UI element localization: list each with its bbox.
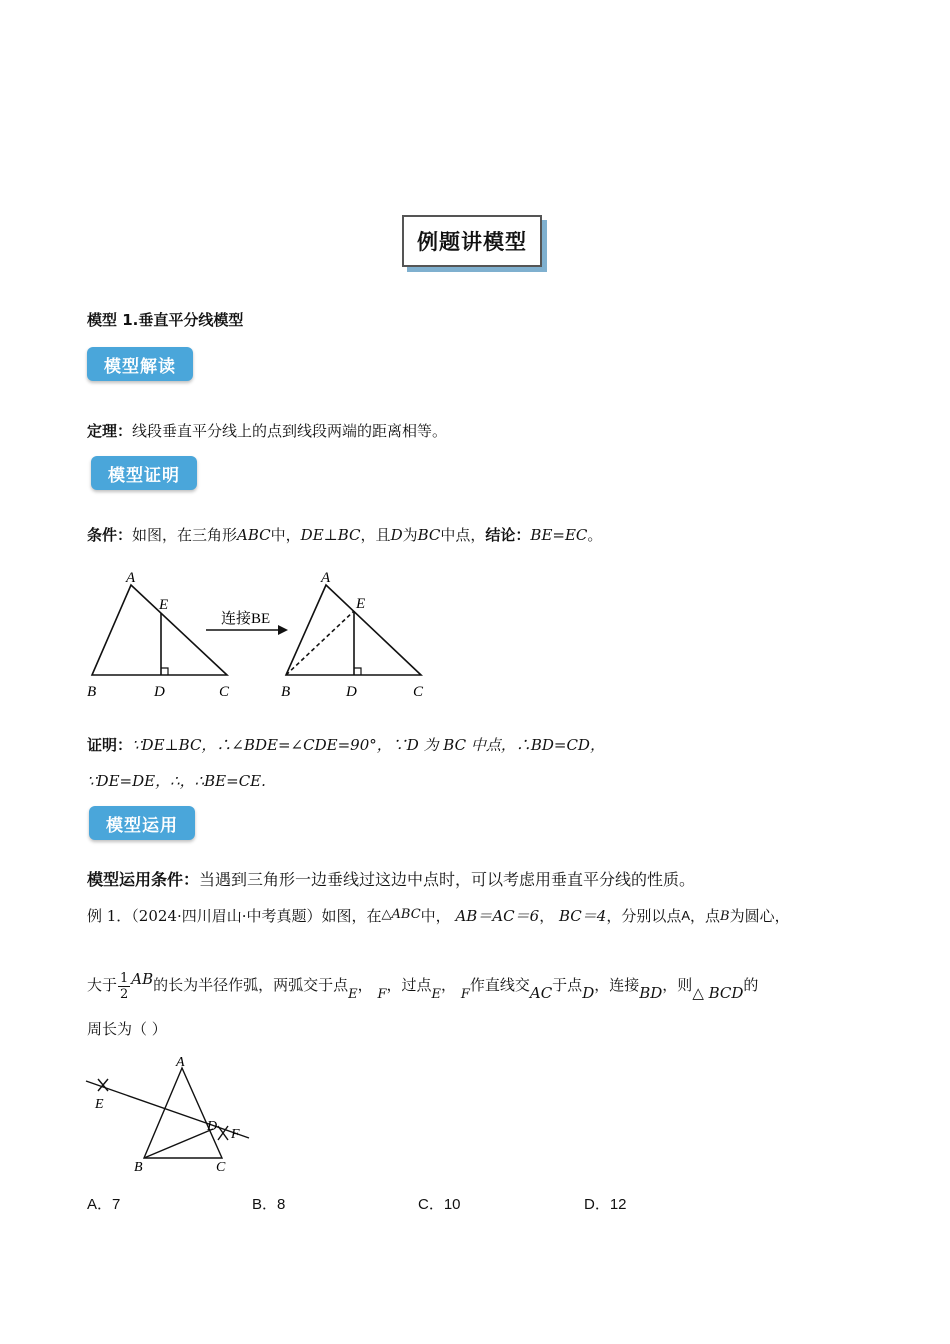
choice-b[interactable]	[252, 1193, 285, 1214]
eq-ab-ac: AB＝AC＝6	[455, 907, 540, 925]
triangle-abc	[144, 1068, 222, 1158]
proof-line-2: ∵DE=DE，∴，∴BE=CE.	[87, 772, 266, 790]
example-text: 的	[743, 976, 759, 994]
label-b: B	[87, 684, 97, 700]
example-text: ，则	[662, 976, 693, 994]
label-d: D	[346, 684, 357, 700]
label-e: E	[159, 597, 169, 613]
choice-letter: C．	[418, 1196, 444, 1213]
model-heading: 模型 1.垂直平分线模型	[87, 311, 244, 329]
var-triangle-bcd: △ BCD	[692, 984, 744, 1002]
conclusion-text: BE=EC	[530, 526, 588, 544]
condition-end: 。	[587, 526, 603, 544]
figure-perpendicular-bisector	[86, 565, 431, 705]
example-text: ，分别以点	[606, 907, 682, 925]
var-point-e: E	[348, 987, 358, 1002]
tab-model-apply[interactable]: 模型运用	[89, 806, 195, 840]
var-ac: AC	[529, 984, 553, 1002]
example-text: ，	[539, 907, 555, 925]
proof-text: ∵DE⊥BC，∴∠BDE=∠CDE=90°，∵D 为 BC 中点，∴BD=CD，	[132, 736, 605, 754]
section-title: 例题讲模型	[402, 215, 542, 267]
label-c: C	[413, 684, 424, 700]
var-point-d: D	[582, 984, 595, 1002]
right-angle-mark-left	[161, 668, 168, 675]
arrow-text: 连接BE	[221, 611, 271, 627]
tab-model-proof[interactable]: 模型证明	[91, 456, 197, 490]
condition-label: 条件：	[87, 526, 133, 544]
condition-text: ，且	[360, 526, 391, 544]
label-b: B	[134, 1160, 143, 1175]
condition-text: 中点，	[440, 526, 486, 544]
label-a: A	[176, 1055, 185, 1070]
choice-value: 8	[277, 1196, 286, 1213]
example-text: 于点	[552, 976, 583, 994]
label-c: C	[216, 1160, 226, 1175]
label-e: E	[356, 596, 366, 612]
choice-letter: D．	[584, 1196, 610, 1213]
fraction-denominator: 2	[120, 986, 129, 1002]
apply-condition-text: 当遇到三角形一边垂线过这边中点时，可以考虑用垂直平分线的性质。	[199, 870, 696, 889]
theorem-label: 定理：	[87, 422, 133, 440]
var-point-e: E	[431, 987, 442, 1002]
label-d: D	[154, 684, 165, 700]
label-f: F	[231, 1127, 240, 1142]
example-text: 的长为半径作弧，两弧交于点	[153, 976, 349, 994]
choice-value: 10	[443, 1196, 461, 1213]
var-d: D	[390, 526, 403, 544]
var-abc: ABC	[237, 526, 271, 544]
example-text: 作直线交	[469, 976, 530, 994]
var-de-perp-bc: DE⊥BC	[300, 526, 361, 544]
condition-line	[87, 524, 602, 546]
apply-condition	[87, 869, 695, 891]
label-a: A	[321, 570, 331, 586]
figure-example-triangle	[84, 1050, 264, 1175]
conclusion-label: 结论：	[485, 526, 531, 544]
segment-be-dashed	[286, 611, 354, 675]
label-a: A	[126, 570, 136, 586]
theorem-line	[87, 420, 447, 442]
label-b: B	[281, 684, 291, 700]
label-c: C	[219, 684, 230, 700]
label-d: D	[207, 1119, 218, 1134]
var-point-b: B	[720, 909, 730, 924]
label-e: E	[95, 1097, 104, 1112]
choice-value: 12	[609, 1196, 627, 1213]
condition-text: 中，	[270, 526, 301, 544]
choice-d[interactable]	[584, 1193, 627, 1214]
choice-letter: B．	[252, 1196, 278, 1213]
tab-model-interpret[interactable]: 模型解读	[87, 347, 193, 381]
apply-condition-label: 模型运用条件：	[87, 870, 200, 889]
example-text: ，	[441, 976, 457, 994]
var-triangle-abc: △ABC	[381, 907, 421, 922]
var-ab: AB	[131, 970, 154, 988]
var-point-f: F	[460, 987, 470, 1002]
choice-letter: A．	[87, 1196, 113, 1213]
var-bc: BC	[417, 526, 441, 544]
example-line-2	[87, 968, 758, 1006]
example-text: ，点	[690, 907, 721, 925]
theorem-text: 线段垂直平分线上的点到线段两端的距离相等。	[132, 422, 448, 440]
choice-a[interactable]	[87, 1193, 120, 1214]
fraction-one-half	[118, 971, 130, 1002]
proof-label: 证明：	[87, 736, 133, 754]
example-text: 中，	[420, 907, 451, 925]
fraction-numerator: 1	[120, 970, 129, 986]
example-text: ，连接	[594, 976, 640, 994]
example-text: 为圆心，	[729, 907, 790, 925]
condition-text: 为	[402, 526, 418, 544]
example-line-3: 周长为（ ）	[87, 1020, 167, 1038]
example-prefix: 例 1．（2024·四川眉山·中考真题）如图，在	[87, 907, 382, 925]
condition-text: 如图，在三角形	[132, 526, 238, 544]
choice-value: 7	[112, 1196, 121, 1213]
example-text: ，	[357, 976, 373, 994]
choice-c[interactable]	[418, 1193, 461, 1214]
eq-bc: BC＝4	[558, 907, 607, 925]
example-text: ，过点	[386, 976, 432, 994]
var-bd: BD	[639, 984, 663, 1002]
line-ef	[86, 1081, 249, 1138]
var-point-f: F	[377, 987, 387, 1002]
example-line-1	[87, 904, 790, 928]
example-text: 大于	[87, 976, 118, 994]
proof-line-1	[87, 734, 605, 756]
right-angle-mark-right	[354, 668, 361, 675]
var-point-a: A	[681, 908, 690, 923]
arrow-head	[278, 625, 288, 635]
